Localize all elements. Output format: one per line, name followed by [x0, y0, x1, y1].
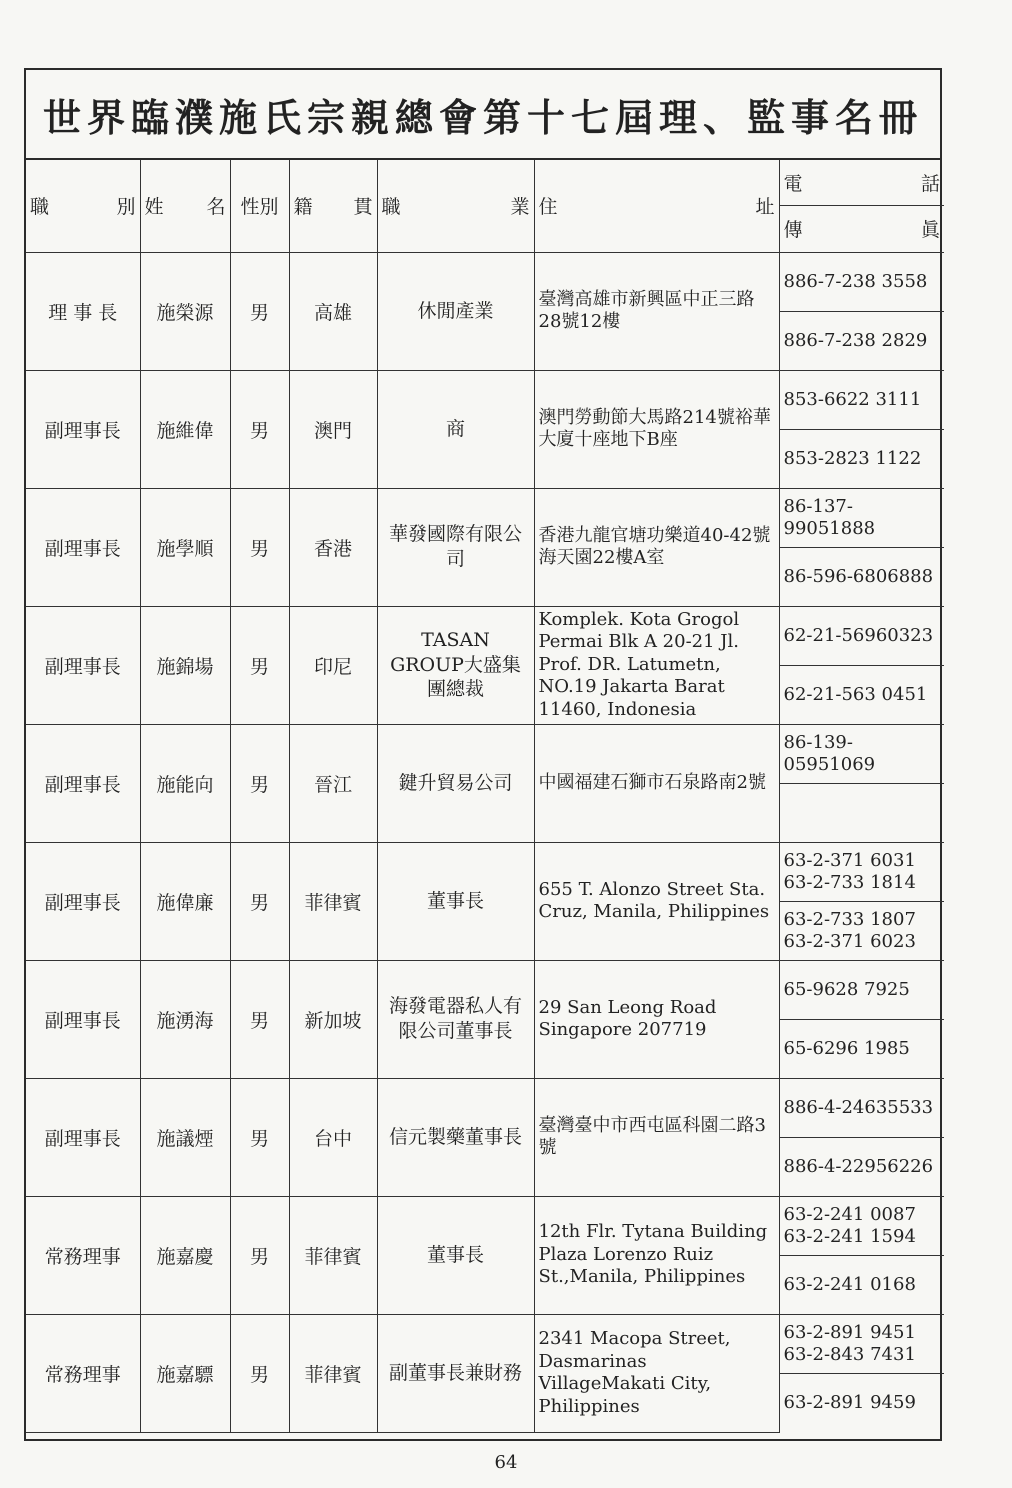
table-row [26, 1196, 944, 1255]
phone-cell: 853-6622 3111 [779, 370, 944, 429]
role-cell: 常務理事 [26, 1314, 140, 1432]
origin-cell: 台中 [289, 1078, 377, 1196]
origin-cell: 印尼 [289, 606, 377, 724]
fax-cell: 63-2-891 9459 [779, 1373, 944, 1432]
occupation-cell: 華發國際有限公司 [377, 488, 534, 606]
name-cell: 施嘉慶 [140, 1196, 230, 1314]
phone-cell: 62-21-56960323 [779, 606, 944, 665]
address-cell: Komplek. Kota Grogol Permai Blk A 20-21 Jl. Prof. DR. Latumetn, NO.19 Jakarta Barat 11460, Indonesia [534, 606, 779, 724]
phone-cell: 63-2-241 0087 63-2-241 1594 [779, 1196, 944, 1255]
origin-cell: 新加坡 [289, 960, 377, 1078]
header-fax: 傳 眞 [779, 205, 944, 252]
occupation-cell: 鍵升貿易公司 [377, 724, 534, 842]
gender-cell: 男 [230, 842, 289, 960]
header-gender: 性別 [230, 160, 289, 252]
table-row [26, 606, 944, 665]
name-cell: 施偉廉 [140, 842, 230, 960]
table-row [26, 960, 944, 1019]
role-cell: 常務理事 [26, 1196, 140, 1314]
table-row [26, 1314, 944, 1373]
occupation-cell: 休閒產業 [377, 252, 534, 370]
gender-cell: 男 [230, 606, 289, 724]
phone-cell: 63-2-371 6031 63-2-733 1814 [779, 842, 944, 901]
name-cell: 施榮源 [140, 252, 230, 370]
fax-cell: 63-2-241 0168 [779, 1255, 944, 1314]
fax-cell: 63-2-733 1807 63-2-371 6023 [779, 901, 944, 960]
origin-cell: 高雄 [289, 252, 377, 370]
fax-cell: 62-21-563 0451 [779, 665, 944, 724]
origin-cell: 菲律賓 [289, 1314, 377, 1432]
roster-frame [24, 68, 942, 1441]
table-row [26, 370, 944, 429]
page-number: 64 [494, 1452, 518, 1473]
role-cell: 副理事長 [26, 488, 140, 606]
occupation-cell: 董事長 [377, 1196, 534, 1314]
page-title: 世界臨濮施氏宗親總會第十七屆理、監事名冊 [26, 70, 940, 160]
address-cell: 2341 Macopa Street, Dasmarinas VillageMakati City, Philippines [534, 1314, 779, 1432]
gender-cell: 男 [230, 1078, 289, 1196]
header-address: 住 址 [534, 160, 779, 252]
address-cell: 12th Flr. Tytana Building Plaza Lorenzo Ruiz St.,Manila, Philippines [534, 1196, 779, 1314]
table-row [26, 1078, 944, 1137]
fax-cell: 853-2823 1122 [779, 429, 944, 488]
name-cell: 施能向 [140, 724, 230, 842]
address-cell: 29 San Leong Road Singapore 207719 [534, 960, 779, 1078]
origin-cell: 澳門 [289, 370, 377, 488]
role-cell: 副理事長 [26, 960, 140, 1078]
gender-cell: 男 [230, 252, 289, 370]
occupation-cell: 商 [377, 370, 534, 488]
role-cell: 副理事長 [26, 724, 140, 842]
address-cell: 臺灣臺中市西屯區科園二路3號 [534, 1078, 779, 1196]
role-cell: 副理事長 [26, 842, 140, 960]
roster-table [26, 160, 944, 1433]
phone-cell: 63-2-891 9451 63-2-843 7431 [779, 1314, 944, 1373]
gender-cell: 男 [230, 1314, 289, 1432]
header-origin: 籍 貫 [289, 160, 377, 252]
header-occupation: 職 業 [377, 160, 534, 252]
header-name: 姓 名 [140, 160, 230, 252]
gender-cell: 男 [230, 488, 289, 606]
fax-cell: 65-6296 1985 [779, 1019, 944, 1078]
origin-cell: 晉江 [289, 724, 377, 842]
address-cell: 655 T. Alonzo Street Sta. Cruz, Manila, Philippines [534, 842, 779, 960]
header-phone: 電 話 [779, 160, 944, 205]
occupation-cell: 副董事長兼財務 [377, 1314, 534, 1432]
occupation-cell: TASAN GROUP大盛集團總裁 [377, 606, 534, 724]
address-cell: 臺灣高雄市新興區中正三路28號12樓 [534, 252, 779, 370]
gender-cell: 男 [230, 370, 289, 488]
phone-cell: 65-9628 7925 [779, 960, 944, 1019]
fax-cell: 86-596-6806888 [779, 547, 944, 606]
fax-cell [779, 783, 944, 842]
phone-cell: 86-139-05951069 [779, 724, 944, 783]
gender-cell: 男 [230, 1196, 289, 1314]
occupation-cell: 海發電器私人有限公司董事長 [377, 960, 534, 1078]
occupation-cell: 信元製藥董事長 [377, 1078, 534, 1196]
role-cell: 副理事長 [26, 606, 140, 724]
gender-cell: 男 [230, 960, 289, 1078]
table-row [26, 724, 944, 783]
role-cell: 理 事 長 [26, 252, 140, 370]
name-cell: 施維偉 [140, 370, 230, 488]
origin-cell: 香港 [289, 488, 377, 606]
origin-cell: 菲律賓 [289, 1196, 377, 1314]
address-cell: 中國福建石獅市石泉路南2號 [534, 724, 779, 842]
phone-cell: 886-7-238 3558 [779, 252, 944, 311]
fax-cell: 886-4-22956226 [779, 1137, 944, 1196]
role-cell: 副理事長 [26, 370, 140, 488]
name-cell: 施嘉驃 [140, 1314, 230, 1432]
address-cell: 香港九龍官塘功樂道40-42號 海天園22樓A室 [534, 488, 779, 606]
phone-cell: 86-137-99051888 [779, 488, 944, 547]
address-cell: 澳門勞動節大馬路214號裕華大廈十座地下B座 [534, 370, 779, 488]
gender-cell: 男 [230, 724, 289, 842]
table-row [26, 252, 944, 311]
occupation-cell: 董事長 [377, 842, 534, 960]
name-cell: 施學順 [140, 488, 230, 606]
name-cell: 施湧海 [140, 960, 230, 1078]
header-role: 職 別 [26, 160, 140, 252]
origin-cell: 菲律賓 [289, 842, 377, 960]
name-cell: 施議煙 [140, 1078, 230, 1196]
phone-cell: 886-4-24635533 [779, 1078, 944, 1137]
name-cell: 施錦場 [140, 606, 230, 724]
fax-cell: 886-7-238 2829 [779, 311, 944, 370]
table-row [26, 842, 944, 901]
table-row [26, 488, 944, 547]
role-cell: 副理事長 [26, 1078, 140, 1196]
